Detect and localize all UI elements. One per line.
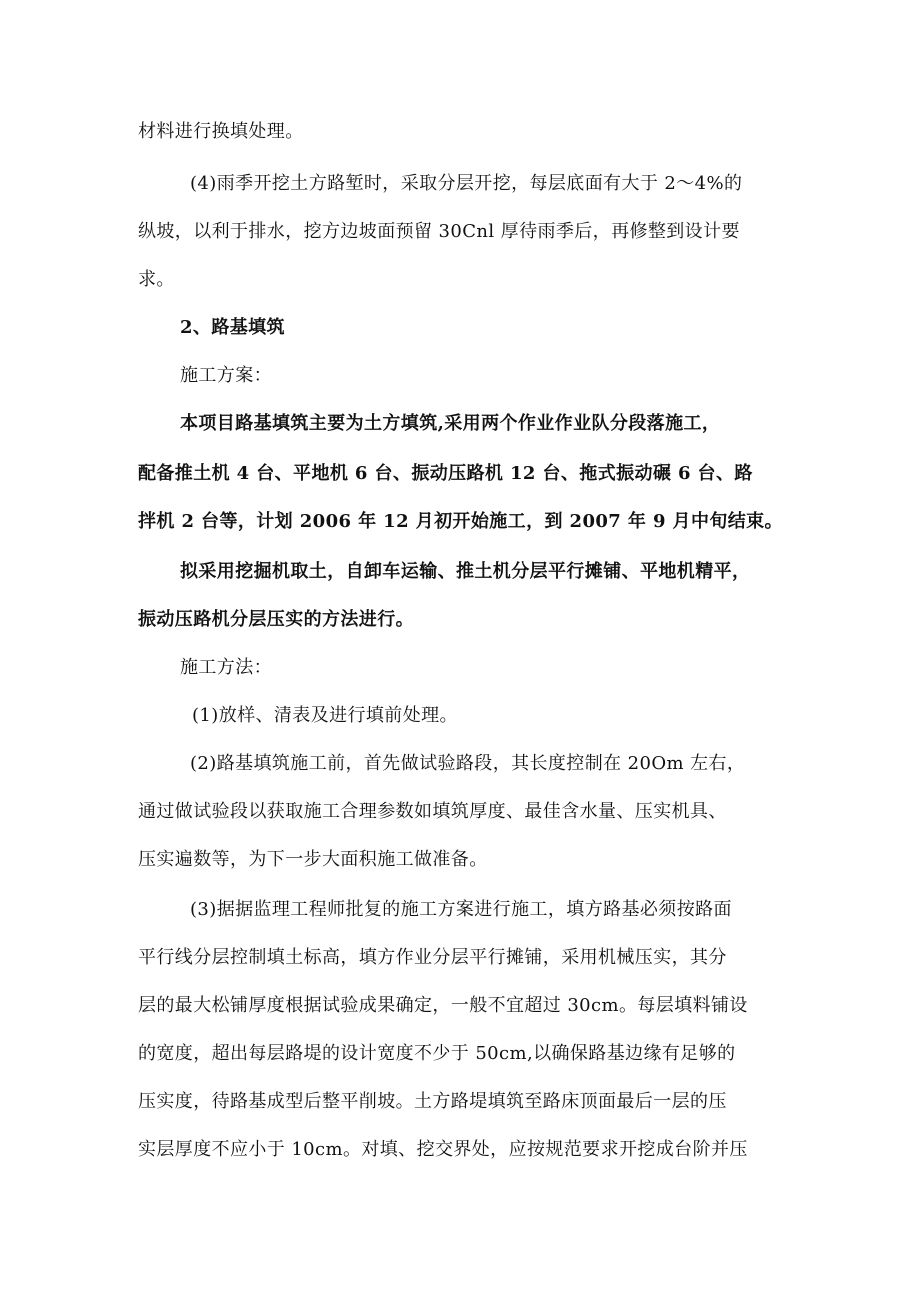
subheading: 施工方法： (180, 657, 272, 678)
text-line: 平行线分层控制填土标高，填方作业分层平行摊铺，采用机械压实，其分 (138, 947, 727, 968)
text-line: (4)雨季开挖土方路堑时，采取分层开挖，每层底面有大于 2～4%的 (190, 173, 743, 194)
text-line: 本项目路基填筑主要为土方填筑,采用两个作业作业队分段落施工， (180, 413, 721, 434)
text-line: 实层厚度不应小于 10cm。对填、挖交界处，应按规范要求开挖成台阶并压 (138, 1139, 748, 1160)
subheading: 施工方案： (180, 365, 272, 386)
text-line: 压实遍数等，为下一步大面积施工做准备。 (138, 849, 488, 870)
section-heading: 2、路基填筑 (180, 317, 285, 338)
text-line: 配备推土机 4 台、平地机 6 台、振动压路机 12 台、拖式振动碾 6 台、路 (138, 463, 753, 484)
text-line: 材料进行换填处理。 (138, 121, 304, 142)
text-line: 振动压路机分层压实的方法进行。 (138, 609, 414, 630)
text-line: 纵坡，以利于排水，挖方边坡面预留 30Cnl 厚待雨季后，再修整到设计要 (138, 221, 740, 242)
text-line: 拟采用挖掘机取土，自卸车运输、推土机分层平行摊铺、平地机精平， (180, 561, 751, 582)
text-line: 拌机 2 台等，计划 2006 年 12 月初开始施工，到 2007 年 9 月中旬结束。 (138, 511, 783, 532)
text-line: 通过做试验段以获取施工合理参数如填筑厚度、最佳含水量、压实机具、 (138, 801, 727, 822)
text-line: (1)放样、清表及进行填前处理。 (192, 705, 458, 726)
text-line: (2)路基填筑施工前，首先做试验路段，其长度控制在 20Om 左右， (190, 753, 746, 774)
text-line: 的宽度，超出每层路堤的设计宽度不少于 50cm,以确保路基边缘有足够的 (138, 1043, 736, 1064)
text-line: 压实度，待路基成型后整平削坡。土方路堤填筑至路床顶面最后一层的压 (138, 1091, 727, 1112)
text-line: 层的最大松铺厚度根据试验成果确定，一般不宜超过 30cm。每层填料铺设 (138, 995, 748, 1016)
text-line: 求。 (138, 269, 175, 290)
text-line: (3)据据监理工程师批复的施工方案进行施工，填方路基必须按路面 (190, 899, 732, 920)
